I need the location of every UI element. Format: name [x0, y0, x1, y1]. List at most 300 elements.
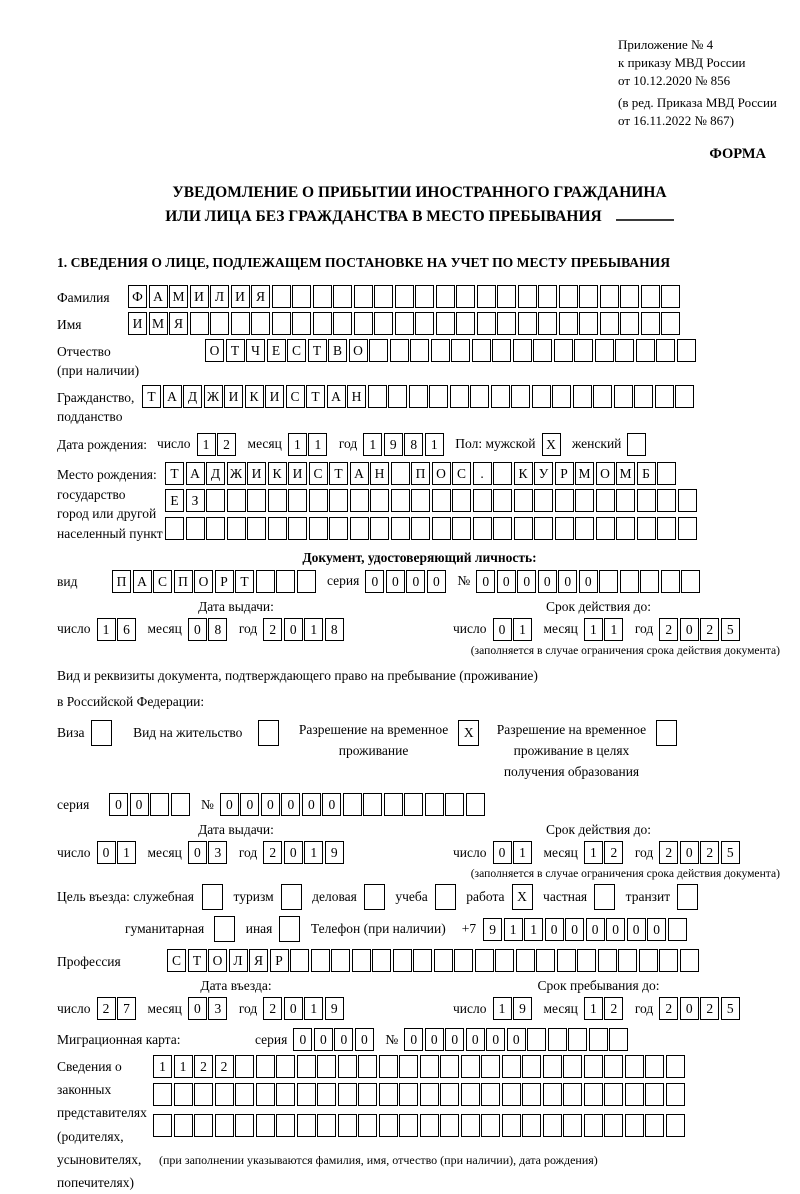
form-cell: О [208, 949, 227, 972]
purpose-business-label: деловая [312, 889, 357, 905]
form-cell: 0 [261, 793, 280, 816]
resdoc-series-cells [109, 793, 191, 816]
form-cell: А [327, 385, 346, 408]
resdoc-issue-month-cells [188, 841, 229, 864]
form-cell[interactable]: X [512, 884, 533, 910]
form-cell [477, 312, 496, 335]
form-cell: 0 [334, 1028, 353, 1051]
form-cell: 3 [208, 841, 227, 864]
iddoc-issue-day-cells [97, 618, 138, 641]
form-cell: 3 [208, 997, 227, 1020]
phone-cells[interactable] [483, 918, 688, 941]
guardians-cells-line3 [153, 1114, 686, 1137]
form-cell [288, 517, 307, 540]
form-cell: О [349, 339, 368, 362]
form-cell [288, 489, 307, 512]
form-cell: 0 [538, 570, 557, 593]
form-cell: Т [165, 462, 184, 485]
form-cell [552, 385, 571, 408]
form-cell [657, 489, 676, 512]
form-cell: И [224, 385, 243, 408]
form-cell [384, 793, 403, 816]
form-cell[interactable] [258, 720, 279, 746]
iddoc-valid-year-cells [659, 618, 741, 641]
purpose-work-checkbox[interactable] [512, 884, 535, 910]
form-cell [655, 385, 674, 408]
profession-row [57, 949, 782, 972]
annex-line: к приказу МВД России [618, 54, 746, 70]
purpose-row2 [125, 916, 782, 942]
form-cell [174, 1114, 193, 1137]
form-cell: А [350, 462, 369, 485]
form-cell [358, 1083, 377, 1106]
form-cell[interactable] [435, 884, 456, 910]
form-cell: 0 [284, 618, 303, 641]
form-cell [313, 285, 332, 308]
form-cell [391, 462, 410, 485]
visa-label: Виза [57, 725, 85, 741]
form-cell: З [186, 489, 205, 512]
form-cell: 0 [680, 618, 699, 641]
month-label: месяц [543, 1000, 578, 1016]
section1-heading: 1. СВЕДЕНИЯ О ЛИЦЕ, ПОДЛЕЖАЩЕМ ПОСТАНОВКЕ НА УЧЕТ ПО МЕСТУ ПРЕБЫВАНИЯ [57, 254, 671, 270]
form-cell [575, 489, 594, 512]
form-cell: И [231, 285, 250, 308]
visa-checkbox[interactable] [91, 720, 114, 746]
form-cell: 5 [721, 618, 740, 641]
form-cell: Ж [227, 462, 246, 485]
year-label: год [238, 1000, 258, 1016]
form-cell: 8 [208, 618, 227, 641]
rvp-checkbox[interactable] [458, 720, 481, 746]
form-cell [338, 1083, 357, 1106]
form-cell: 2 [700, 841, 719, 864]
birthplace-row [57, 462, 782, 544]
form-cell [666, 1083, 685, 1106]
form-cell [440, 1083, 459, 1106]
form-cell [186, 517, 205, 540]
form-cell [513, 339, 532, 362]
year-label: год [634, 1000, 654, 1016]
form-cell: Д [206, 462, 225, 485]
form-cell [354, 285, 373, 308]
form-cell [527, 1028, 546, 1051]
form-cell: М [616, 462, 635, 485]
form-cell [227, 517, 246, 540]
purpose-label: Цель въезда: служебная [57, 889, 194, 905]
form-cell [532, 385, 551, 408]
form-cell[interactable]: 0 [606, 918, 625, 941]
form-cell [215, 1114, 234, 1137]
form-cell [451, 339, 470, 362]
form-cell[interactable] [364, 884, 385, 910]
form-cell [317, 1083, 336, 1106]
form-cell [600, 312, 619, 335]
form-cell: 2 [604, 841, 623, 864]
name-row [57, 312, 782, 335]
form-cell [420, 1083, 439, 1106]
form-cell [563, 1083, 582, 1106]
form-cell [493, 517, 512, 540]
form-cell [309, 517, 328, 540]
identity-doc-heading: Документ, удостоверяющий личность: [302, 549, 537, 565]
rvp-label: Разрешение на временное проживание [298, 722, 449, 759]
form-cell: 0 [558, 570, 577, 593]
form-cell: 0 [284, 841, 303, 864]
form-cell [150, 793, 169, 816]
form-cell [599, 570, 618, 593]
form-cell[interactable]: 0 [627, 918, 646, 941]
form-cell: 9 [325, 841, 344, 864]
doc-number-cells [476, 570, 702, 593]
form-cell [452, 489, 471, 512]
form-cell [333, 285, 352, 308]
form-cell: 2 [263, 997, 282, 1020]
form-cell [620, 285, 639, 308]
form-cell [256, 1114, 275, 1137]
form-cell [153, 1114, 172, 1137]
form-cell [641, 312, 660, 335]
form-cell [625, 1055, 644, 1078]
form-cell[interactable] [91, 720, 112, 746]
form-cell [256, 1055, 275, 1078]
form-cell: В [328, 339, 347, 362]
birthplace-cells-line1 [165, 462, 678, 485]
form-cell [518, 312, 537, 335]
form-cell[interactable]: X [542, 433, 561, 456]
form-cell [415, 312, 434, 335]
form-cell [420, 1114, 439, 1137]
forma-label: ФОРМА [709, 145, 766, 162]
form-cell [391, 517, 410, 540]
form-cell [616, 489, 635, 512]
form-cell [415, 285, 434, 308]
form-cell [456, 312, 475, 335]
form-cell [350, 517, 369, 540]
form-cell: Т [235, 570, 254, 593]
form-cell[interactable] [656, 720, 677, 746]
resdoc-issue-day-cells [97, 841, 138, 864]
form-cell [620, 312, 639, 335]
form-cell [215, 1083, 234, 1106]
day-label: число [453, 621, 487, 637]
year-label: год [634, 844, 654, 860]
form-cell [600, 285, 619, 308]
form-cell [596, 489, 615, 512]
stay-until-heading: Срок пребывания до: [537, 978, 660, 994]
form-cell: 2 [659, 841, 678, 864]
sex-female-checkbox[interactable] [627, 433, 648, 456]
form-cell[interactable]: X [458, 720, 479, 746]
form-cell: 0 [188, 841, 207, 864]
form-cell: 1 [153, 1055, 172, 1078]
entry-date-heading: Дата въезда: [200, 978, 272, 994]
form-cell [171, 793, 190, 816]
form-cell [522, 1083, 541, 1106]
form-cell[interactable] [677, 884, 698, 910]
form-cell [399, 1055, 418, 1078]
valid-until-heading: Срок действия до: [546, 822, 651, 838]
sex-male-checkbox[interactable] [542, 433, 563, 456]
form-cell: С [286, 385, 305, 408]
form-cell: Т [226, 339, 245, 362]
entry-day-cells [97, 997, 138, 1020]
day-label: число [453, 1000, 487, 1016]
form-cell [596, 517, 615, 540]
form-cell [374, 312, 393, 335]
purpose-other-label: иная [245, 921, 273, 937]
form-cell: 0 [188, 997, 207, 1020]
form-cell [461, 1083, 480, 1106]
form-cell: 1 [513, 841, 532, 864]
form-cell: . [473, 462, 492, 485]
form-cell [272, 285, 291, 308]
form-cell [615, 339, 634, 362]
form-cell [538, 285, 557, 308]
entry-month-cells [188, 997, 229, 1020]
form-cell [206, 517, 225, 540]
month-label: месяц [543, 621, 578, 637]
form-cell: 1 [363, 433, 382, 456]
form-cell [194, 1114, 213, 1137]
purpose-private-label: частная [543, 889, 588, 905]
residence-doc-line2: в Российской Федерации: [57, 693, 205, 709]
form-cell [657, 517, 676, 540]
form-cell[interactable] [668, 918, 687, 941]
form-cell [317, 1055, 336, 1078]
purpose-study-checkbox[interactable] [435, 884, 458, 910]
guardians-row [57, 1055, 782, 1194]
form-cell [153, 1083, 172, 1106]
series-label: серия [255, 1031, 288, 1047]
form-cell[interactable]: 1 [524, 918, 543, 941]
day-label: число [57, 621, 91, 637]
form-cell [297, 570, 316, 593]
purpose-private-checkbox[interactable] [594, 884, 617, 910]
birthplace-cells-line3 [165, 517, 698, 540]
iddoc-valid-month-cells [584, 618, 625, 641]
form-cell: 0 [406, 570, 425, 593]
form-cell [297, 1055, 316, 1078]
purpose-transit-checkbox[interactable] [677, 884, 700, 910]
form-cell: 1 [425, 433, 444, 456]
form-cell: 0 [240, 793, 259, 816]
form-cell [538, 312, 557, 335]
form-cell [276, 1114, 295, 1137]
form-cell[interactable] [214, 916, 235, 942]
form-cell: 0 [445, 1028, 464, 1051]
migration-card-label: Миграционная карта: [57, 1031, 181, 1047]
form-cell [495, 949, 514, 972]
form-cell: Е [165, 489, 184, 512]
stay-day-cells [493, 997, 534, 1020]
form-cell [666, 1114, 685, 1137]
form-cell: А [163, 385, 182, 408]
form-cell: 8 [325, 618, 344, 641]
form-cell [174, 1083, 193, 1106]
form-cell: 8 [404, 433, 423, 456]
form-cell: Ж [204, 385, 223, 408]
form-cell: 0 [281, 793, 300, 816]
birthplace-cells-line2 [165, 489, 698, 512]
form-cell: 1 [288, 433, 307, 456]
day-label: число [57, 1000, 91, 1016]
day-label: число [57, 844, 91, 860]
annex-line: Приложение № 4 [618, 37, 714, 52]
form-cell[interactable]: 1 [504, 918, 523, 941]
form-cell[interactable] [627, 433, 646, 456]
form-cell: 2 [194, 1055, 213, 1078]
form-cell: Я [249, 949, 268, 972]
form-cell [272, 312, 291, 335]
form-cell [678, 517, 697, 540]
form-cell: 0 [386, 570, 405, 593]
form-cell [434, 949, 453, 972]
form-cell [290, 949, 309, 972]
form-cell [413, 949, 432, 972]
form-cell [475, 949, 494, 972]
form-cell: С [153, 570, 172, 593]
form-cell [472, 339, 491, 362]
surname-label: Фамилия [57, 289, 110, 305]
form-cell: 2 [604, 997, 623, 1020]
form-cell: 0 [497, 570, 516, 593]
form-cell [190, 312, 209, 335]
purpose-other-checkbox[interactable] [279, 916, 302, 942]
form-cell: П [174, 570, 193, 593]
form-cell[interactable] [202, 884, 223, 910]
doc-kind-cells [112, 570, 317, 593]
form-cell: 0 [425, 1028, 444, 1051]
form-cell[interactable]: 0 [647, 918, 666, 941]
form-cell [604, 1114, 623, 1137]
form-cell[interactable]: 0 [586, 918, 605, 941]
form-cell: 0 [355, 1028, 374, 1051]
birthplace-label: Место рождения: государство город или другой населенный пункт [57, 466, 163, 541]
form-cell [563, 1114, 582, 1137]
purpose-business-checkbox[interactable] [364, 884, 387, 910]
form-cell [497, 312, 516, 335]
form-cell [563, 1055, 582, 1078]
form-cell[interactable]: 0 [545, 918, 564, 941]
citizenship-label: Гражданство, подданство [57, 389, 135, 425]
purpose-transit-label: транзит [625, 889, 671, 905]
form-cell [372, 949, 391, 972]
form-cell [575, 517, 594, 540]
form-cell: М [575, 462, 594, 485]
form-cell: 0 [493, 618, 512, 641]
form-cell [609, 1028, 628, 1051]
month-label: месяц [147, 844, 182, 860]
form-cell [276, 1055, 295, 1078]
stay-month-cells [584, 997, 625, 1020]
form-cell [522, 1055, 541, 1078]
form-cell: 1 [97, 618, 116, 641]
month-label: месяц [147, 621, 182, 637]
form-cell: 0 [284, 997, 303, 1020]
form-title [57, 181, 782, 229]
form-cell [338, 1055, 357, 1078]
purpose-tourism-checkbox[interactable] [281, 884, 304, 910]
form-cell: 2 [263, 618, 282, 641]
form-cell [256, 1083, 275, 1106]
form-cell[interactable] [279, 916, 300, 942]
form-cell: К [245, 385, 264, 408]
form-cell [450, 385, 469, 408]
form-cell [675, 385, 694, 408]
form-cell [555, 517, 574, 540]
residence-doc-line1: Вид и реквизиты документа, подтверждающего право на пребывание (проживание) [57, 667, 538, 683]
form-cell [554, 339, 573, 362]
purpose-official-checkbox[interactable] [202, 884, 225, 910]
month-label: месяц [543, 844, 578, 860]
form-cell: 0 [476, 570, 495, 593]
form-cell [454, 949, 473, 972]
form-cell[interactable]: 0 [565, 918, 584, 941]
form-cell [390, 339, 409, 362]
form-cell[interactable] [594, 884, 615, 910]
series-label: серия [57, 796, 90, 812]
form-cell: А [186, 462, 205, 485]
year-label: год [238, 621, 258, 637]
form-cell: С [309, 462, 328, 485]
form-cell [636, 339, 655, 362]
form-cell [445, 793, 464, 816]
issue-date-heading: Дата выдачи: [198, 598, 274, 614]
form-cell [661, 285, 680, 308]
form-cell [331, 949, 350, 972]
purpose-humanitarian-checkbox[interactable] [214, 916, 237, 942]
residence-permit-checkbox[interactable] [258, 720, 281, 746]
form-cell: М [169, 285, 188, 308]
form-cell: 0 [188, 618, 207, 641]
form-cell [666, 1055, 685, 1078]
form-cell [534, 489, 553, 512]
purpose-work-label: работа [466, 889, 505, 905]
form-cell[interactable] [281, 884, 302, 910]
form-cell [235, 1055, 254, 1078]
form-cell: 1 [174, 1055, 193, 1078]
form-cell [659, 949, 678, 972]
form-cell [268, 517, 287, 540]
form-cell [543, 1055, 562, 1078]
form-title-line1: УВЕДОМЛЕНИЕ О ПРИБЫТИИ ИНОСТРАННОГО ГРАЖДАНИНА [172, 183, 667, 201]
name-label: Имя [57, 316, 82, 332]
form-cell: Ф [128, 285, 147, 308]
rvp-education-checkbox[interactable] [656, 720, 679, 746]
form-cell [645, 1114, 664, 1137]
form-cell [379, 1055, 398, 1078]
form-cell[interactable]: 9 [483, 918, 502, 941]
form-cell: Н [347, 385, 366, 408]
form-cell [247, 517, 266, 540]
form-cell [493, 489, 512, 512]
residence-permit-label: Вид на жительство [133, 725, 243, 741]
form-cell: Р [215, 570, 234, 593]
form-cell [297, 1083, 316, 1106]
form-cell: И [128, 312, 147, 335]
profession-label: Профессия [57, 954, 121, 970]
form-cell [466, 793, 485, 816]
form-cell [593, 385, 612, 408]
form-cell: Т [306, 385, 325, 408]
form-cell [251, 312, 270, 335]
form-cell: 1 [117, 841, 136, 864]
form-cell: Т [308, 339, 327, 362]
form-cell [431, 339, 450, 362]
form-cell [511, 385, 530, 408]
form-cell [577, 949, 596, 972]
